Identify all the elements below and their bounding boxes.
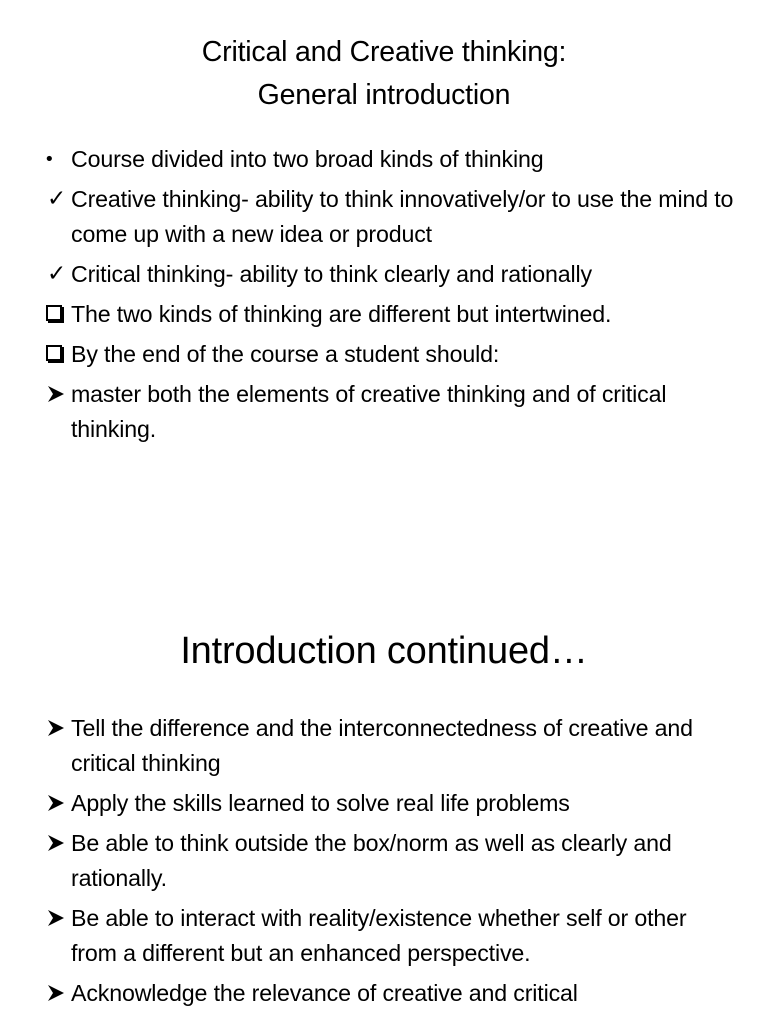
arrow-icon — [46, 976, 66, 1014]
check-icon: ✓ — [47, 186, 67, 212]
bullet-text: Creative thinking- ability to think innovatively/or to use the mind to come up with a new idea or product — [71, 186, 734, 247]
arrow-icon — [46, 377, 66, 415]
bullet-text: Critical thinking- ability to think clearly and rationally — [71, 261, 592, 287]
list-item — [0, 786, 768, 821]
slide-title — [0, 0, 768, 117]
box-icon — [46, 337, 62, 372]
bullet-list — [0, 711, 768, 1011]
bullet-text: Course divided into two broad kinds of thinking — [71, 146, 544, 172]
list-item — [0, 182, 768, 252]
bullet-text: Be able to interact with reality/existence whether self or other from a different but an enhanced perspective. — [71, 905, 687, 966]
list-item — [0, 901, 768, 971]
arrow-icon — [46, 711, 66, 749]
box-icon — [46, 297, 62, 332]
bullet-text: Tell the difference and the interconnectedness of creative and critical thinking — [71, 715, 693, 776]
bullet-text: The two kinds of thinking are different but intertwined. — [71, 301, 612, 327]
title-line-2: General introduction — [257, 79, 511, 111]
list-item — [0, 257, 768, 292]
list-item — [0, 142, 768, 177]
title-line-1: Critical and Creative thinking: — [201, 36, 567, 68]
check-icon: ✓ — [47, 261, 67, 287]
slide-title: Introduction continued… — [180, 630, 588, 672]
arrow-icon — [46, 786, 66, 824]
slide-2 — [0, 575, 768, 1024]
bullet-text: By the end of the course a student should: — [71, 341, 500, 367]
arrow-icon — [46, 901, 66, 939]
bullet-text: Apply the skills learned to solve real life problems — [71, 790, 570, 816]
list-item — [0, 297, 768, 332]
bullet-text: master both the elements of creative thinking and of critical thinking. — [71, 381, 667, 442]
dot-icon: • — [44, 149, 55, 170]
list-item — [0, 976, 768, 1011]
bullet-list — [0, 142, 768, 447]
list-item — [0, 711, 768, 781]
list-item — [0, 377, 768, 447]
arrow-icon — [46, 826, 66, 864]
list-item — [0, 826, 768, 896]
bullet-text: Acknowledge the relevance of creative and critical — [71, 980, 578, 1006]
list-item — [0, 337, 768, 372]
bullet-text: Be able to think outside the box/norm as well as clearly and rationally. — [71, 830, 672, 891]
